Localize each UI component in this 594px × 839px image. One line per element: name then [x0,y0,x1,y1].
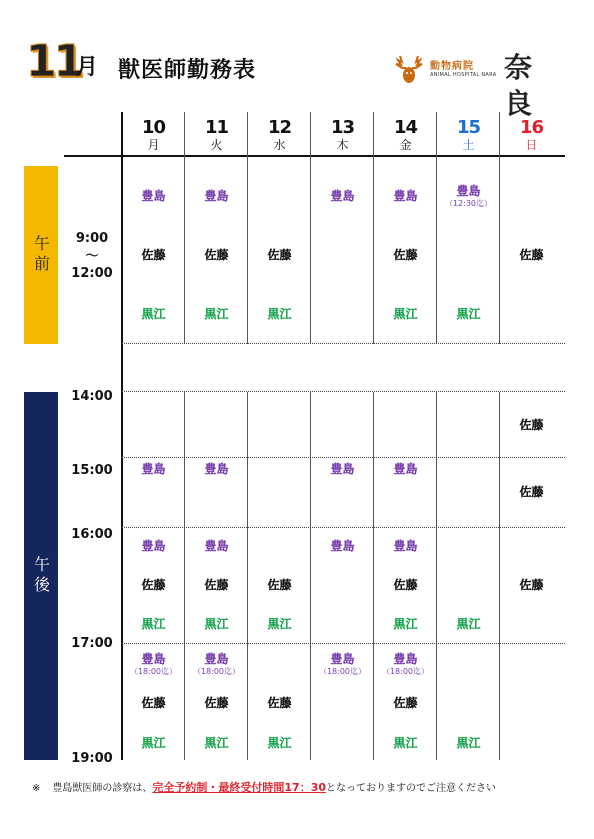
vet-name-toyoshima: 豊島 [141,652,166,666]
time-label: ～ [85,249,99,264]
hospital-logo [392,50,552,120]
vet-name-sato: 佐藤 [519,578,544,592]
vet-name-toyoshima: 豊島 [141,539,166,553]
vet-name-sato: 佐藤 [393,248,418,262]
vet-name-toyoshima: 豊島 [393,539,418,553]
period-pm-band [24,392,58,760]
day-number-14: 14 [393,117,418,138]
vet-name-kuroe: 黒江 [393,617,418,631]
weekday-tue: 火 [210,138,223,152]
vet-name-sato: 佐藤 [393,696,418,710]
vet-name-kuroe: 黒江 [393,307,418,321]
weekday-thu: 木 [336,138,349,152]
period-am-band [24,166,58,344]
vet-name-sato: 佐藤 [393,578,418,592]
day-number-11: 11 [204,117,229,138]
vet-name-sato: 佐藤 [519,485,544,499]
footer-emphasis: 完全予約制・最終受付時間17：30 [152,781,327,794]
vet-name-sato: 佐藤 [204,248,229,262]
vet-name-kuroe: 黒江 [204,307,229,321]
footer-note [32,782,496,795]
day-number-10: 10 [141,117,166,138]
grid-line [121,457,565,458]
vet-name-sato: 佐藤 [267,578,292,592]
footer-text-before: 豊島獣医師の診察は、 [52,783,153,794]
time-label: 15:00 [71,463,113,478]
vet-name-toyoshima: 豊島 [393,189,418,203]
vet-name-kuroe: 黒江 [141,617,166,631]
vet-name-kuroe: 黒江 [456,736,481,750]
weekday-mon: 月 [147,138,160,152]
hours-note: （12:30迄） [444,199,493,208]
vet-name-sato: 佐藤 [267,248,292,262]
time-label: 17:00 [71,636,113,651]
vet-name-sato: 佐藤 [141,248,166,262]
grid-line [64,155,565,157]
vet-name-kuroe: 黒江 [456,617,481,631]
grid-line [121,643,565,644]
hours-note: （18:00迄） [129,667,178,676]
vet-name-sato: 佐藤 [204,696,229,710]
footer-text-after: となっておりますのでご注意ください [326,783,497,794]
logo-subtitle: ANIMAL HOSPITAL NARA [430,72,497,78]
note-mark: ※ [32,783,41,794]
vet-name-toyoshima: 豊島 [204,539,229,553]
deer-icon [392,52,426,86]
month-number: 11 [26,36,82,87]
period-am-label: 午前 [31,235,51,275]
grid-line [121,391,565,392]
vet-name-toyoshima: 豊島 [393,652,418,666]
vet-name-sato: 佐藤 [267,696,292,710]
vet-name-kuroe: 黒江 [267,307,292,321]
weekday-sun: 日 [525,138,538,152]
vet-name-toyoshima: 豊島 [330,462,355,476]
vet-name-toyoshima: 豊島 [330,652,355,666]
vet-name-sato: 佐藤 [519,418,544,432]
weekday-wed: 水 [273,138,286,152]
day-number-15: 15 [456,117,481,138]
logo-text: 動物病院 [430,61,474,72]
day-number-13: 13 [330,117,355,138]
day-number-12: 12 [267,117,292,138]
time-label: 16:00 [71,527,113,542]
vet-name-kuroe: 黒江 [267,617,292,631]
vet-name-kuroe: 黒江 [267,736,292,750]
period-pm-label: 午後 [31,556,51,596]
hours-note: （18:00迄） [318,667,367,676]
grid-line [121,527,565,528]
vet-name-sato: 佐藤 [204,578,229,592]
logo-name: 奈良 [504,51,533,120]
vet-name-toyoshima: 豊島 [204,189,229,203]
time-label: 12:00 [71,266,113,281]
grid-line [499,392,500,760]
grid-line [121,343,565,344]
vet-name-toyoshima: 豊島 [330,539,355,553]
vet-name-sato: 佐藤 [519,248,544,262]
vet-name-sato: 佐藤 [141,578,166,592]
vet-name-kuroe: 黒江 [141,736,166,750]
time-label: 19:00 [71,751,113,766]
weekday-fri: 金 [399,138,412,152]
vet-name-toyoshima: 豊島 [393,462,418,476]
vet-name-toyoshima: 豊島 [204,462,229,476]
vet-name-toyoshima: 豊島 [141,462,166,476]
time-label: 9:00 [75,231,109,246]
vet-name-toyoshima: 豊島 [141,189,166,203]
page-title: 獣医師勤務表 [118,58,257,83]
hours-note: （18:00迄） [381,667,430,676]
day-number-16: 16 [519,117,544,138]
month-unit: 月 [76,55,99,80]
vet-name-toyoshima: 豊島 [204,652,229,666]
vet-name-kuroe: 黒江 [204,736,229,750]
vet-name-kuroe: 黒江 [141,307,166,321]
time-label: 14:00 [71,389,113,404]
vet-name-toyoshima: 豊島 [330,189,355,203]
weekday-sat: 土 [462,138,475,152]
vet-name-sato: 佐藤 [141,696,166,710]
hours-note: （18:00迄） [192,667,241,676]
vet-name-kuroe: 黒江 [204,617,229,631]
vet-name-toyoshima: 豊島 [456,184,481,198]
vet-name-kuroe: 黒江 [456,307,481,321]
vet-name-kuroe: 黒江 [393,736,418,750]
